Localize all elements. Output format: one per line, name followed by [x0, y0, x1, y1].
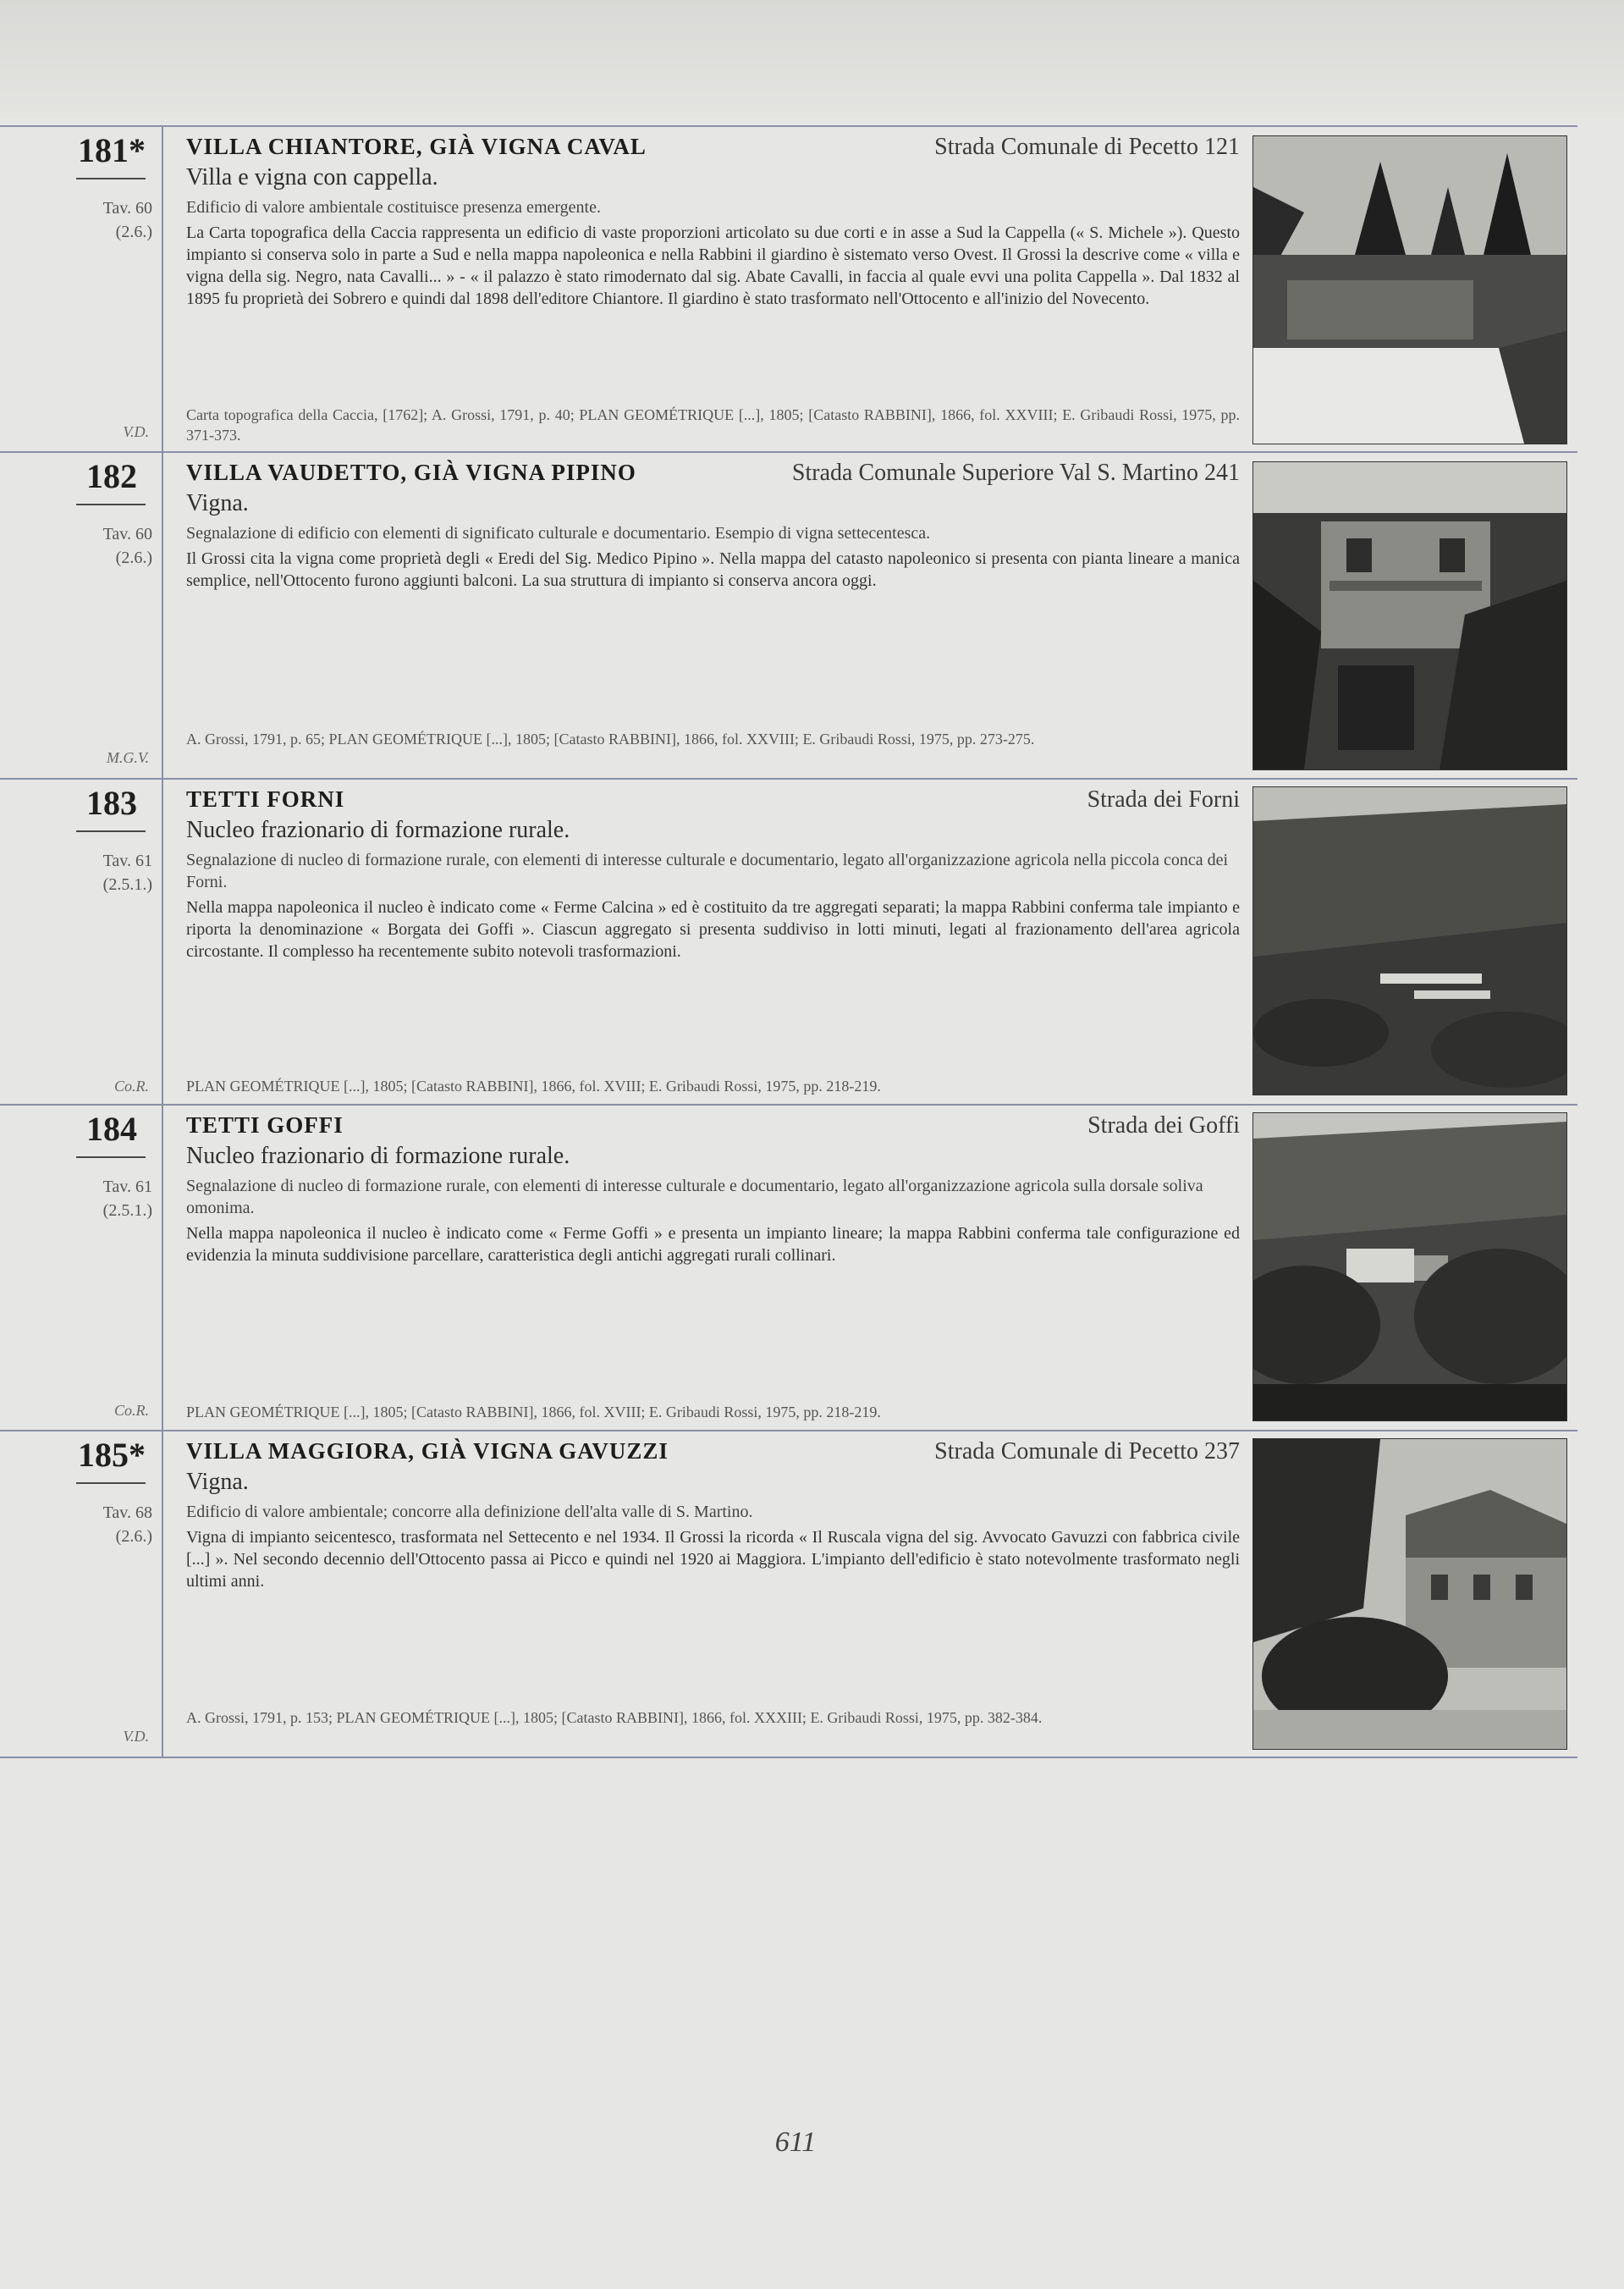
- entry-divider: [0, 125, 1577, 127]
- entry-number-rule: [76, 830, 146, 832]
- entry-number: 181*: [78, 131, 146, 169]
- entry-title: VILLA VAUDETTO, GIÀ VIGNA PIPINO: [186, 460, 636, 485]
- entry-type: Nucleo frazionario di formazione rurale.: [186, 1143, 570, 1169]
- house-among-trees-photo: [1253, 462, 1566, 769]
- page-number: 611: [774, 2126, 817, 2158]
- entry-note: Segnalazione di nucleo di formazione rurale, con elementi di interesse culturale e documentario, legato all'organizzazione agricola sulla dorsale soliva omonima.: [186, 1177, 1203, 1217]
- entry-body: Nella mappa napoleonica il nucleo è indicato come « Ferme Goffi » e presenta un impianto lineare; la mappa Rabbini conferma tale configurazione ed evidenzia la minuta suddivisione parcellare, caratteristica degli antichi aggregati rurali collinari.: [186, 1224, 1240, 1265]
- entry-184: [0, 1104, 1577, 1430]
- tav-label: Tav. 61: [102, 852, 152, 870]
- entry-street: Strada Comunale di Pecetto 121: [934, 134, 1240, 160]
- entry-tav: [68, 1175, 152, 1222]
- entry-references: Carta topografica della Caccia, [1762]; A. Grossi, 1791, p. 40; PLAN GEOMÉTRIQUE [...], 1805; [Catasto RABBINI], 1866, fol. XXVIII; E. Gribaudi Rossi, 1975, pp. 371-373.: [186, 406, 1240, 444]
- hilltop-houses-photo: [1253, 1113, 1566, 1420]
- entry-references: PLAN GEOMÉTRIQUE [...], 1805; [Catasto RABBINI], 1866, fol. XVIII; E. Gribaudi Rossi, 1975, pp. 218-219.: [186, 1404, 881, 1420]
- column-rule: [162, 1104, 163, 1430]
- entry-type: Nucleo frazionario di formazione rurale.: [186, 817, 570, 843]
- entry-body: La Carta topografica della Caccia rappresenta un edificio di vaste proporzioni articolato su due corti e in asse a Sud la Cappella (« S. Michele »). Questo impianto si conserva solo in parte a Sud e nella mappa napoleonica e nella Rabbini il giardino è sistemato verso Ovest. Il Grossi la descrive come « villa e vigna della sig. Negro, nata Cavalli... » - « il palazzo è stato rimodernato dal sig. Abate Cavalli, in faccia al quale evvi una polita Cappella ». Dal 1832 al 1895 fu proprietà dei Sobrero e quindi dal 1898 dell'editore Chiantore. Il giardino è stato trasformato nell'Ottocento e all'inizio del Novecento.: [186, 223, 1240, 308]
- entry-author: M.G.V.: [106, 749, 149, 766]
- entry-type: Villa e vigna con cappella.: [186, 164, 438, 190]
- entry-street: Strada dei Forni: [1087, 786, 1240, 813]
- tav-code: (2.5.1.): [102, 875, 152, 894]
- tav-code: (2.6.): [115, 223, 152, 241]
- entry-tav: [68, 196, 152, 244]
- entry-street: Strada Comunale di Pecetto 237: [934, 1438, 1240, 1464]
- entry-181: [0, 125, 1577, 451]
- hillside-hamlet-photo: [1253, 787, 1566, 1095]
- entry-body: Vigna di impianto seicentesco, trasformata nel Settecento e nel 1934. Il Grossi la ricorda « Il Ruscala vigna del sig. Avvocato Gavuzzi con fabbrica civile [...] ». Nel secondo decennio dell'Ottocento passa ai Picco e quindi nel 1920 ai Maggiora. L'impianto dell'edificio è stato notevolmente trasformato negli ultimi anni.: [186, 1528, 1240, 1591]
- entry-title: VILLA CHIANTORE, GIÀ VIGNA CAVAL: [186, 134, 647, 159]
- entry-photo: [1252, 135, 1567, 444]
- entry-references: PLAN GEOMÉTRIQUE [...], 1805; [Catasto RABBINI], 1866, fol. XVIII; E. Gribaudi Rossi, 1975, pp. 218-219.: [186, 1078, 881, 1095]
- page-top-margin: [0, 0, 1624, 119]
- entry-note: Segnalazione di edificio con elementi di significato culturale e documentario. Esempio di vigna settecentesca.: [186, 524, 931, 543]
- column-rule: [162, 451, 163, 778]
- entry-author: Co.R.: [113, 1078, 149, 1095]
- entry-number-rule: [76, 1156, 146, 1158]
- entry-185: [0, 1430, 1577, 1757]
- villa-garden-photo: [1253, 136, 1566, 444]
- entry-body: Nella mappa napoleonica il nucleo è indicato come « Ferme Calcina » ed è costituito da tre aggregati separati; la mappa Rabbini conferma tale impianto e riporta la denominazione « Borgata dei Goffi ». Ciascun aggregato si presenta suddiviso in lotti minuti, legati al frazionamento dell'area agricola circostante. Il complesso ha recentemente subito notevoli trasformazioni.: [186, 898, 1240, 961]
- tav-label: Tav. 68: [102, 1503, 152, 1522]
- entry-text: [186, 783, 1240, 962]
- entry-number-rule: [76, 504, 146, 505]
- entry-title: TETTI GOFFI: [186, 1112, 344, 1138]
- entry-text: [186, 1435, 1240, 1592]
- entries-bottom-rule: [0, 1757, 1577, 1758]
- entry-divider: [0, 1104, 1577, 1106]
- entry-photo: [1252, 1112, 1567, 1421]
- tav-code: (2.5.1.): [102, 1201, 152, 1220]
- entry-tav: [68, 522, 152, 570]
- entry-title: TETTI FORNI: [186, 786, 345, 812]
- tav-code: (2.6.): [115, 1527, 152, 1546]
- entry-number-rule: [76, 1482, 146, 1484]
- tav-code: (2.6.): [115, 549, 152, 567]
- entry-note: Edificio di valore ambientale costituisce presenza emergente.: [186, 198, 601, 217]
- column-rule: [162, 778, 163, 1104]
- entry-photo: [1252, 461, 1567, 770]
- entry-street: Strada Comunale Superiore Val S. Martino 241: [791, 460, 1240, 486]
- entry-divider: [0, 1430, 1577, 1431]
- tav-label: Tav. 60: [102, 199, 152, 218]
- entry-photo: [1252, 1438, 1567, 1750]
- entry-note: Segnalazione di nucleo di formazione rurale, con elementi di interesse culturale e documentario, legato all'organizzazione agricola nella piccola conca dei Forni.: [186, 851, 1229, 891]
- entry-number: 185*: [78, 1436, 146, 1474]
- entry-references: A. Grossi, 1791, p. 153; PLAN GEOMÉTRIQUE [...], 1805; [Catasto RABBINI], 1866, fol. XXXIII; E. Gribaudi Rossi, 1975, pp. 382-384.: [186, 1709, 1043, 1726]
- entry-182: [0, 451, 1577, 778]
- entry-photo: [1252, 786, 1567, 1095]
- entry-tav: [68, 1501, 152, 1548]
- entry-title: VILLA MAGGIORA, GIÀ VIGNA GAVUZZI: [186, 1438, 669, 1464]
- entry-number: 182: [86, 457, 137, 495]
- entry-text: [186, 130, 1240, 310]
- column-rule: [162, 1430, 163, 1757]
- entry-number-rule: [76, 178, 146, 179]
- column-rule: [162, 125, 163, 451]
- entry-number: 184: [86, 1110, 137, 1148]
- tav-label: Tav. 60: [102, 525, 152, 543]
- entry-author: Co.R.: [113, 1402, 149, 1419]
- tav-label: Tav. 61: [102, 1178, 152, 1196]
- villa-photo: [1253, 1439, 1566, 1749]
- entry-author: V.D.: [123, 423, 149, 440]
- entry-text: [186, 456, 1240, 592]
- entry-divider: [0, 778, 1577, 780]
- entry-number: 183: [86, 784, 137, 822]
- entry-tav: [68, 849, 152, 896]
- entry-text: [186, 1109, 1240, 1266]
- entry-type: Vigna.: [186, 490, 249, 516]
- entry-references: A. Grossi, 1791, p. 65; PLAN GEOMÉTRIQUE [...], 1805; [Catasto RABBINI], 1866, fol. XXVIII; E. Gribaudi Rossi, 1975, pp. 273-275.: [186, 731, 1035, 747]
- entry-type: Vigna.: [186, 1469, 249, 1495]
- entry-divider: [0, 451, 1577, 453]
- entry-body: Il Grossi cita la vigna come proprietà degli « Eredi del Sig. Medico Pipino ». Nella mappa del catasto napoleonico si presenta con pianta lineare a manica semplice, nell'Ottocento furono aggiunti balconi. La sua struttura di impianto si conserva ancora oggi.: [186, 549, 1240, 590]
- entry-note: Edificio di valore ambientale; concorre alla definizione dell'alta valle di S. Martino.: [186, 1503, 753, 1521]
- entry-author: V.D.: [123, 1728, 149, 1745]
- entry-street: Strada dei Goffi: [1087, 1112, 1240, 1139]
- entry-183: [0, 778, 1577, 1104]
